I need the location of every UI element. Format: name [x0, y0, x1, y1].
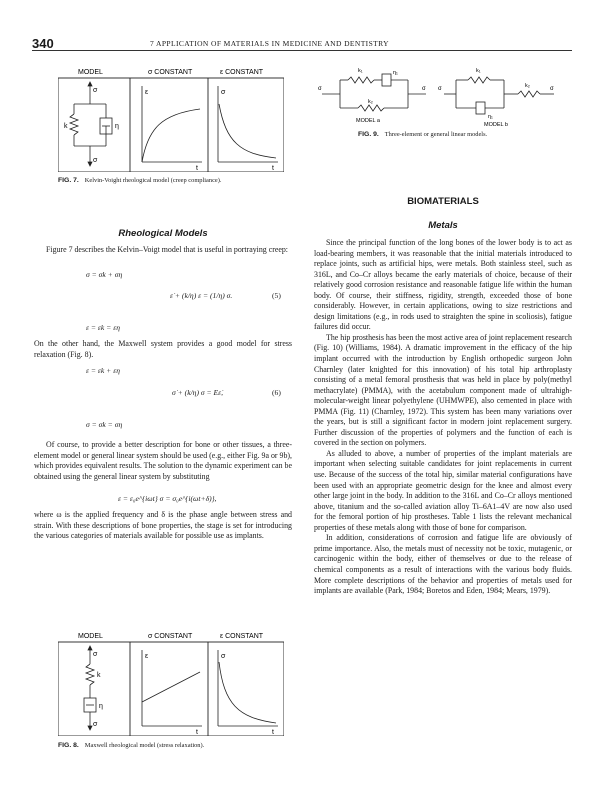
fig9b-sym-k1: k₁ [476, 68, 481, 74]
fig8-sym-eta: η [99, 703, 103, 710]
eq-kv-2-number: (5) [272, 291, 281, 300]
fig9-diagram [318, 60, 558, 128]
fig9-model-a-label: MODEL a [356, 118, 380, 124]
eq-dynamic: ε = ε₀e^{iωt} σ = σ₀e^{i(ωt+δ)}, [118, 494, 217, 503]
left-para-3: Of course, to provide a better description for bone or other tissues, a three-element model or general linear system should be used (e.g., either Fig. 9a or 9b), which provides equivalent results. The solution to the dynamic experiment can be obtained using the general linear system by substituting [34, 440, 292, 481]
fig8-sym-eps-axis: ε [145, 653, 149, 660]
fig9-caption-label: FIG. 9. [358, 131, 379, 138]
eq-mx-2-number: (6) [272, 388, 281, 397]
fig8-diagram [58, 626, 284, 736]
fig8-creep-plot [142, 650, 202, 726]
eq-mx-2: σ̇ + (k/η) σ = Eε̇, [172, 388, 224, 397]
fig8-sym-sigma-top: σ [93, 651, 98, 658]
fig7-label-model: MODEL [78, 69, 103, 76]
fig8-label-model: MODEL [78, 633, 103, 640]
fig8-sym-t-1: t [196, 729, 198, 736]
fig7-relax-plot [218, 86, 278, 162]
fig8-label-sigma-constant: σ CONSTANT [148, 633, 193, 640]
left-para-4: where ω is the applied frequency and δ is the phase angle between stress and strain. With these descriptions of bone properties, the stage is set for introducing the various categories of materials available for possible use as implants. [34, 510, 292, 541]
fig8-caption-text: Maxwell rheological model (stress relaxation). [84, 742, 205, 749]
fig7-caption-text: Kelvin-Voight rheological model (creep compliance). [84, 177, 222, 184]
right-para-2: The hip prosthesis has been the most active area of joint replacement research (Fig. 10) (Williams, 1984). A dramatic improvement in the efficacy of the hip implant occurred with the introduction by English orthopedic surgeon John Charnley (later knighted for this innovation) of his total hip arthroplasty consisting of a metal femoral prosthesis that was held in place by poly(methyl methacrylate) (PMMA), with the acetabulum component made of ultrahigh-molecular-weight linear polyethylene (UHMWPE), also cemented in place with PMMA (Fig. 11) (Charnley, 1972). This system has been many variations over the years, but is still a significant factor in modern joint replacement surgery. Further discussion of the properties of polymers and the function of each is covered in the section on polymers. [314, 332, 572, 448]
fig8-maxwell-model [84, 646, 96, 730]
fig7-sym-t-1: t [196, 165, 198, 172]
fig9-caption-text: Three-element or general linear models. [384, 131, 488, 138]
fig9-caption [358, 131, 487, 138]
rheological-models-heading: Rheological Models [118, 228, 208, 239]
eq-kv-3: ε = εk = εη [86, 323, 120, 332]
fig7-caption [58, 177, 221, 184]
right-para-1: Since the principal function of the long bones of the lower body is to act as load-bearing members, it was reasonable that the initial materials introduced to replace joints, such as artificial hips, were metals. Both stainless steel, such as 316L, and Co–Cr alloys became the early materials of choice, because of their relatively good corrosion resistance and reasonable fatigue life within the human body. Of course, their stiffness, rigidity, strength, exceeded those of bone considerably. However, in certain applications, owing to size restrictions and design limitations (e.g., in rods used to straighten the spine in scoliosis), fatigue failures did occur. [314, 238, 572, 332]
fig9b-sym-sigma-left: σ [438, 86, 442, 92]
fig7-sym-eta: η [115, 123, 119, 130]
right-para-4: In addition, considerations of corrosion and fatigue life are obviously of prime importance. Also, the metals must of necessity not be toxic, mutagenic, or carcinogenic within the body, either of themselves or due to the release of chemical components as a result of interactions with the various body fluids. More complete descriptions of the behavior and properties of metals used for implants are available (Park, 1984; Boretos and Eden, 1984; Mears, 1979). [314, 533, 572, 596]
right-para-3: As alluded to above, a number of properties of the implant materials are important when selecting suitable candidates for joint replacements in current use. Because of the success of the total hip, similar material configurations have been used with an appropriate geometric design for the knee and almost every other large joint in the body. In addition to the 316L and Co–Cr alloys mentioned above, titanium and the so-called aviation alloy Ti–6A1–4V are now also used for the femoral portion of hip prostheses. Table 1 lists the relevant mechanical properties of these metals along with those of bone for comparison. [314, 448, 572, 532]
fig8-sym-sigma-bottom: σ [93, 721, 98, 728]
fig8-frame [58, 642, 284, 736]
eq-mx-3: σ = σk = ση [86, 420, 123, 429]
left-para-2: On the other hand, the Maxwell system provides a good model for stress relaxation (Fig. 8). [34, 339, 292, 359]
fig7-frame [58, 78, 284, 172]
fig8-caption-label: FIG. 8. [58, 742, 79, 749]
header-rule [32, 50, 572, 51]
page-number: 340 [32, 36, 54, 51]
fig7-creep-plot [142, 86, 202, 162]
biomaterials-heading: BIOMATERIALS [407, 196, 479, 207]
fig9-model-b-label: MODEL b [484, 122, 508, 128]
fig9a-sym-eta1: η₁ [393, 70, 398, 76]
eq-mx-1: ε = εk + εη [86, 366, 120, 375]
fig8-label-eps-constant: ε CONSTANT [220, 633, 264, 640]
fig9b-sym-eta1: η₁ [488, 114, 493, 120]
fig9a-sym-k1: k₁ [358, 68, 363, 74]
left-para-1: Figure 7 describes the Kelvin–Voigt model that is useful in portraying creep: [46, 245, 289, 254]
fig7-caption-label: FIG. 7. [58, 177, 79, 184]
fig7-kelvin-model [70, 82, 112, 166]
running-title: 7 APPLICATION OF MATERIALS IN MEDICINE AND DENTISTRY [150, 39, 389, 48]
fig9b-sym-k2: k₂ [525, 83, 530, 89]
fig7-sym-sigma-top: σ [93, 87, 98, 94]
fig7-sym-eps-axis: ε [145, 89, 149, 96]
fig9b-sym-sigma-right: σ [550, 86, 554, 92]
fig8-caption [58, 742, 204, 749]
fig8-sym-t-2: t [272, 729, 274, 736]
metals-subheading: Metals [428, 220, 458, 231]
fig7-diagram [58, 62, 284, 172]
fig7-sym-sigma-bottom: σ [93, 157, 98, 164]
right-body [314, 238, 572, 597]
fig8-sym-sigma-axis: σ [221, 653, 226, 660]
fig7-label-eps-constant: ε CONSTANT [220, 69, 264, 76]
eq-kv-2: ε̇ + (k/η) ε = (1/η) σ. [170, 291, 233, 300]
fig7-sym-k: k [64, 123, 68, 130]
fig7-sym-t-2: t [272, 165, 274, 172]
fig9-model-b [444, 77, 554, 114]
fig9a-sym-sigma-left: σ [318, 86, 322, 92]
fig8-relax-plot [218, 650, 278, 726]
fig7-label-sigma-constant: σ CONSTANT [148, 69, 193, 76]
fig9a-sym-k2: k₂ [368, 99, 373, 105]
fig7-sym-sigma-axis: σ [221, 89, 226, 96]
fig9a-sym-sigma-right: σ [422, 86, 426, 92]
fig9-model-a [322, 74, 426, 111]
eq-kv-1: σ = σk + ση [86, 270, 123, 279]
fig8-sym-k: k [97, 672, 101, 679]
